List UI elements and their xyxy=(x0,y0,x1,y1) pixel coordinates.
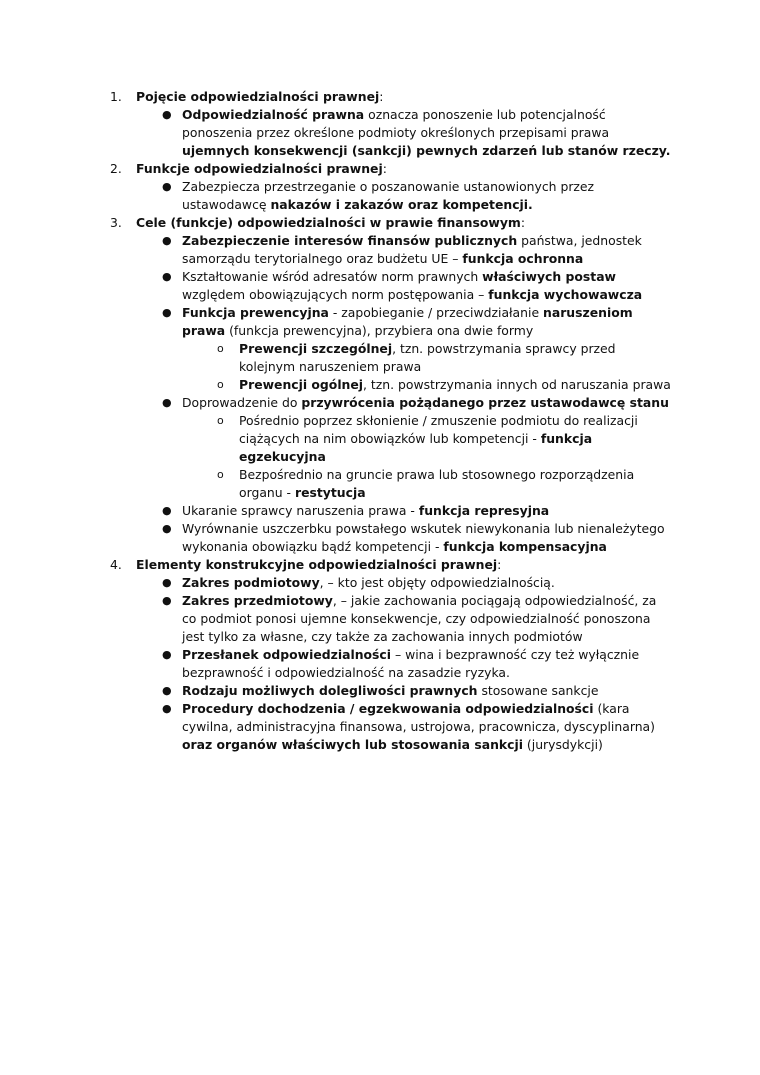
item-number: 2. xyxy=(110,161,122,176)
bullet-text: Zabezpieczenie interesów finansów publicznych xyxy=(182,233,518,248)
bullet-icon: ● xyxy=(162,108,172,121)
numbered-item xyxy=(0,88,760,106)
circle-bullet-icon: o xyxy=(217,342,224,355)
bullet-text: Kształtowanie wśród adresatów norm prawnych xyxy=(182,269,483,284)
sub-bullet-text: , tzn. powstrzymania innych od naruszania prawa xyxy=(363,377,671,392)
bullet-text: oraz organów właściwych lub stosowania sankcji xyxy=(182,737,523,752)
sub-bullet-item xyxy=(0,376,760,394)
bullet-text: funkcja wychowawcza xyxy=(488,287,643,302)
bullet-text: Zabezpiecza przestrzeganie o poszanowanie ustanowionych przez ustawodawcę xyxy=(182,179,595,212)
circle-bullet-icon: o xyxy=(217,414,224,427)
sub-bullet-text: funkcja egzekucyjna xyxy=(239,431,593,464)
bullet-icon: ● xyxy=(162,270,172,283)
bullet-text: właściwych postaw xyxy=(482,269,617,284)
bullet-text: nakazów i zakazów oraz kompetencji. xyxy=(270,197,533,212)
item-number: 1. xyxy=(110,89,122,104)
item-heading-colon: : xyxy=(379,89,384,104)
item-heading-colon: : xyxy=(520,215,525,230)
sub-bullet-text: Prewencji ogólnej xyxy=(239,377,364,392)
numbered-item xyxy=(0,556,760,574)
bullet-item xyxy=(0,646,760,682)
sub-bullet-text: Pośrednio poprzez skłonienie / zmuszenie podmiotu do realizacji ciążących na nim obowiązków lub kompetencji - xyxy=(239,413,638,446)
bullet-item xyxy=(0,178,760,214)
bullet-text: przywrócenia pożądanego przez ustawodawcę stanu xyxy=(301,395,669,410)
bullet-text: Odpowiedzialność prawna xyxy=(182,107,365,122)
bullet-item xyxy=(0,574,760,592)
bullet-item xyxy=(0,502,760,520)
bullet-icon: ● xyxy=(162,234,172,247)
bullet-item xyxy=(0,232,760,268)
bullet-item xyxy=(0,682,760,700)
bullet-icon: ● xyxy=(162,594,172,607)
bullet-item xyxy=(0,592,760,646)
sub-bullet-item xyxy=(0,340,760,376)
bullet-item xyxy=(0,394,760,412)
bullet-text: - zapobieganie / przeciwdziałanie xyxy=(328,305,544,320)
bullet-item xyxy=(0,268,760,304)
bullet-text: Zakres przedmiotowy xyxy=(182,593,333,608)
bullet-text: funkcja kompensacyjna xyxy=(443,539,607,554)
sub-bullet-text: Bezpośrednio na gruncie prawa lub stosownego rozporządzenia organu - xyxy=(239,467,635,500)
bullet-text: państwa, jednostek samorządu terytorialnego oraz budżetu UE – xyxy=(182,233,642,266)
bullet-text: oznacza ponoszenie lub potencjalność ponoszenia przez określone podmioty określonych przepisami prawa xyxy=(182,107,610,140)
bullet-text: naruszeniom prawa xyxy=(182,305,633,338)
item-heading: Pojęcie odpowiedzialności prawnej xyxy=(136,89,380,104)
bullet-text: , – jakie zachowania pociągają odpowiedzialność, za co podmiot ponosi ujemne konsekwencje, czy odpowiedzialność ponoszona jest tylko za własne, czy także za zachowania innych podmiotów xyxy=(182,593,657,644)
bullet-text: funkcja ochronna xyxy=(462,251,584,266)
bullet-text: Doprowadzenie do xyxy=(182,395,302,410)
bullet-icon: ● xyxy=(162,504,172,517)
bullet-text: , – kto jest objęty odpowiedzialnością. xyxy=(319,575,555,590)
item-heading: Funkcje odpowiedzialności prawnej xyxy=(136,161,383,176)
bullet-icon: ● xyxy=(162,702,172,715)
sub-bullet-item xyxy=(0,412,760,466)
sub-bullet-text: Prewencji szczególnej xyxy=(239,341,393,356)
bullet-text: (funkcja prewencyjna), przybiera ona dwie formy xyxy=(225,323,534,338)
bullet-item xyxy=(0,106,760,160)
bullet-text: Przesłanek odpowiedzialności xyxy=(182,647,392,662)
item-heading-colon: : xyxy=(497,557,502,572)
bullet-icon: ● xyxy=(162,648,172,661)
bullet-text: ujemnych konsekwencji (sankcji) pewnych zdarzeń lub stanów rzeczy. xyxy=(182,143,671,158)
bullet-text: Zakres podmiotowy xyxy=(182,575,320,590)
item-heading: Elementy konstrukcyjne odpowiedzialności prawnej xyxy=(136,557,498,572)
bullet-text: – wina i bezprawność czy też wyłącznie bezprawność i odpowiedzialność na zasadzie ryzyka. xyxy=(182,647,640,680)
bullet-item xyxy=(0,520,760,556)
bullet-text: (kara cywilna, administracyjna finansowa, ustrojowa, pracownicza, dyscyplinarna) xyxy=(182,701,655,734)
bullet-icon: ● xyxy=(162,684,172,697)
bullet-text: (jurysdykcji) xyxy=(522,737,603,752)
bullet-text: Ukaranie sprawcy naruszenia prawa - xyxy=(182,503,419,518)
bullet-item xyxy=(0,700,760,754)
circle-bullet-icon: o xyxy=(217,378,224,391)
bullet-icon: ● xyxy=(162,522,172,535)
bullet-text: stosowane sankcje xyxy=(477,683,599,698)
item-heading: Cele (funkcje) odpowiedzialności w prawie finansowym xyxy=(136,215,521,230)
sub-bullet-text: restytucja xyxy=(294,485,366,500)
item-number: 4. xyxy=(110,557,122,572)
numbered-item xyxy=(0,160,760,178)
bullet-icon: ● xyxy=(162,180,172,193)
bullet-text: Rodzaju możliwych dolegliwości prawnych xyxy=(182,683,478,698)
sub-bullet-text: , tzn. powstrzymania sprawcy przed kolejnym naruszeniem prawa xyxy=(239,341,616,374)
bullet-text: Wyrównanie uszczerbku powstałego wskutek niewykonania lub nienależytego wykonania obowiązku bądź kompetencji - xyxy=(182,521,665,554)
document-page xyxy=(0,88,760,754)
numbered-item xyxy=(0,214,760,232)
bullet-text: Funkcja prewencyjna xyxy=(182,305,329,320)
bullet-text: Procedury dochodzenia / egzekwowania odpowiedzialności xyxy=(182,701,594,716)
item-heading-colon: : xyxy=(382,161,387,176)
sub-bullet-item xyxy=(0,466,760,502)
bullet-icon: ● xyxy=(162,306,172,319)
bullet-item xyxy=(0,304,760,340)
circle-bullet-icon: o xyxy=(217,468,224,481)
bullet-text: względem obowiązujących norm postępowania – xyxy=(182,287,489,302)
bullet-text: funkcja represyjna xyxy=(418,503,550,518)
item-number: 3. xyxy=(110,215,122,230)
bullet-icon: ● xyxy=(162,576,172,589)
bullet-icon: ● xyxy=(162,396,172,409)
